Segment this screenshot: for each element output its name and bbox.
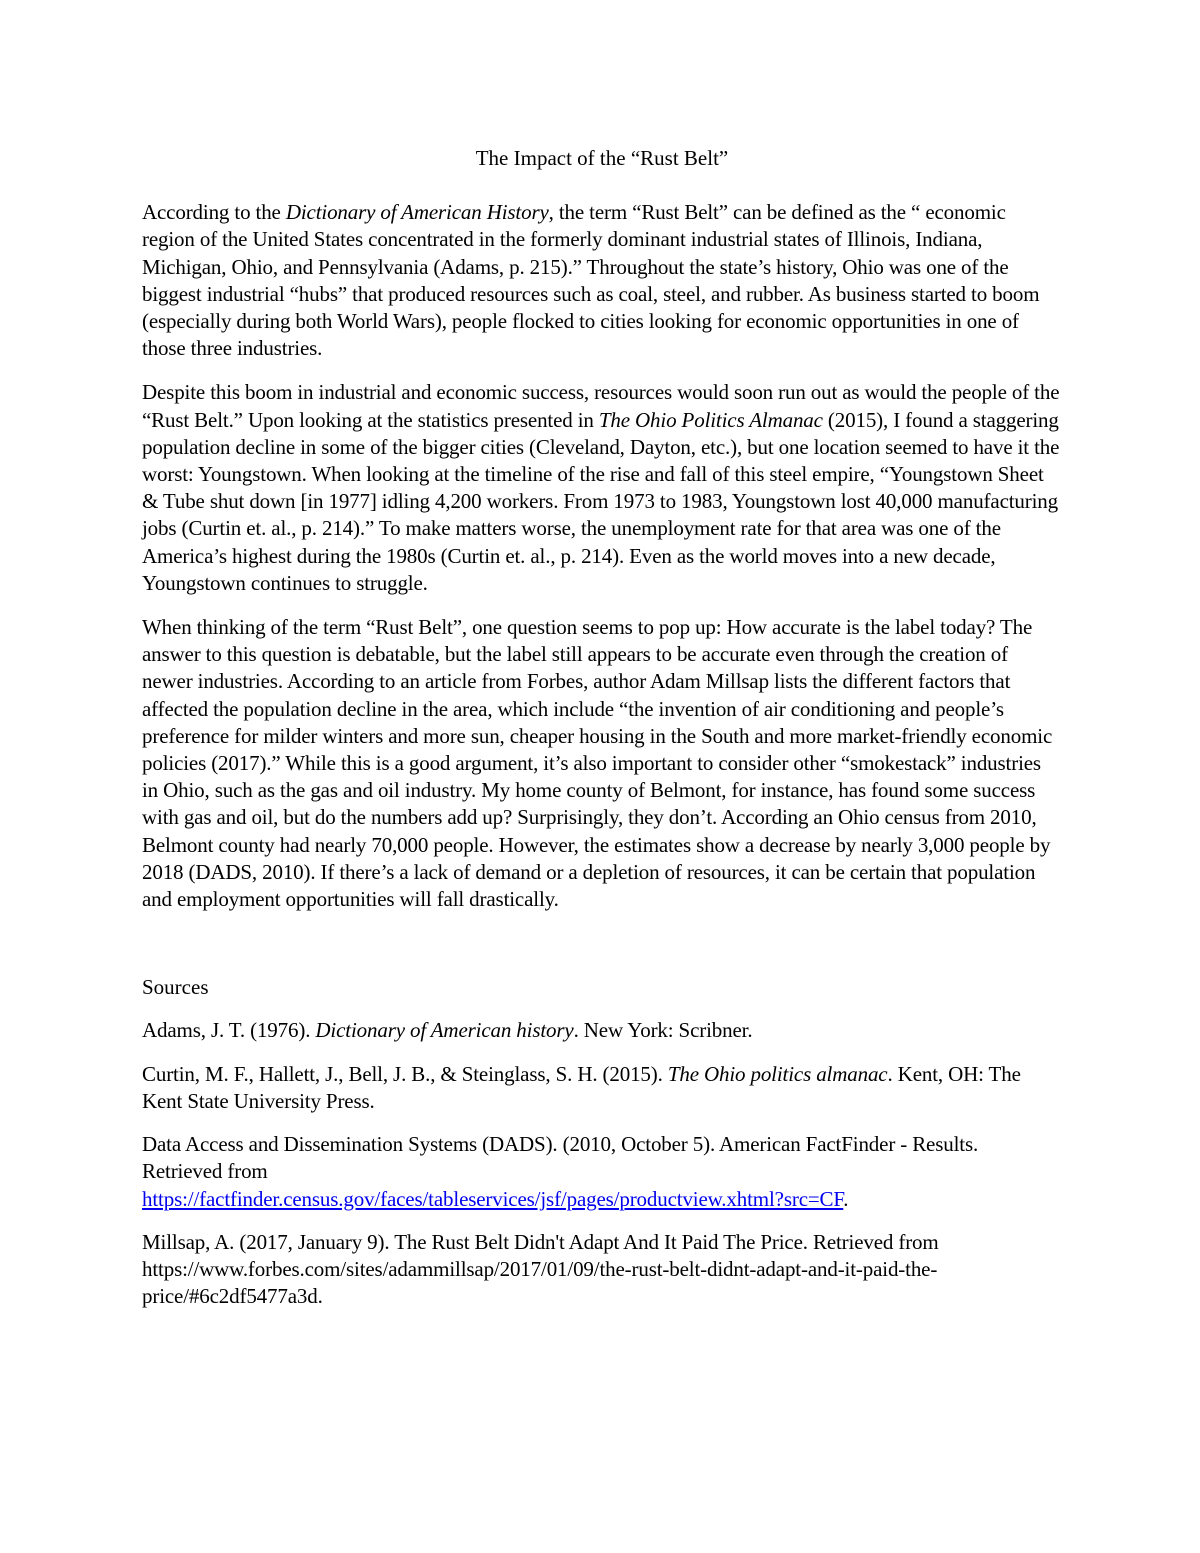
reference-adams-text-b: . New York: Scribner. xyxy=(573,1018,753,1043)
reference-dads-text-b: . xyxy=(843,1186,849,1211)
paragraph-3-text: When thinking of the term “Rust Belt”, one question seems to pop up: How accurate is the label today? The answer to this question is debatable, but the label still appears to be accurate even through the creation of newer industries. According to an article from Forbes, author Adam Millsap lists the different factors that affected the population decline in the area, which include “the invention of air conditioning and people’s preference for milder winters and more sun, cheaper housing in the South and more market-friendly economic policies (2017).” While this is a good argument, it’s also important to consider other “smokestack” industries in Ohio, such as the gas and oil industry. My home county of Belmont, for instance, has found some success with gas and oil, but do the numbers add up? Surprisingly, they don’t. According an Ohio census from 2010, Belmont county had nearly 70,000 people. However, the estimates show a decrease by nearly 3,000 people by 2018 (DADS, 2010). If there’s a lack of demand or a depletion of resources, it can be certain that population and employment opportunities will fall drastically. xyxy=(142,615,1053,912)
reference-curtin-italic-title: The Ohio politics almanac xyxy=(667,1061,888,1086)
reference-dads-text-a: Data Access and Dissemination Systems (DADS). (2010, October 5). American FactFinder - Results. Retrieved from xyxy=(142,1132,979,1184)
sources-heading: Sources xyxy=(142,975,209,1000)
reference-curtin xyxy=(142,1061,1062,1115)
reference-millsap xyxy=(142,1229,1062,1311)
reference-adams-italic-title: Dictionary of American history xyxy=(315,1018,574,1043)
paragraph-2-text-b: (2015), I found a staggering population decline in some of the bigger cities (Cleveland, Dayton, etc.), but one location seemed to have it the worst: Youngstown. When looking at the timeline of the rise and fall of this steel empire, “Youngstown Sheet & Tube shut down [in 1977] idling 4,200 workers. From 1973 to 1983, Youngstown lost 40,000 manufacturing jobs (Curtin et. al., p. 214).” To make matters worse, the unemployment rate for that area was one of the America’s highest during the 1980s (Curtin et. al., p. 214). Even as the world moves into a new decade, Youngstown continues to struggle. xyxy=(142,407,1060,595)
reference-millsap-text: Millsap, A. (2017, January 9). The Rust Belt Didn't Adapt And It Paid The Price. Retrieved from https://www.forbes.com/sites/adammillsap/2017/01/09/the-rust-belt-didnt-adapt-and-it-paid-the-price/#6c2df5477a3d. xyxy=(142,1229,939,1309)
document-body xyxy=(142,145,1062,1326)
paragraph-2 xyxy=(142,379,1062,597)
paragraph-1 xyxy=(142,199,1062,362)
reference-adams xyxy=(142,1017,1062,1044)
reference-adams-text-a: Adams, J. T. (1976). xyxy=(142,1018,316,1043)
paragraph-3 xyxy=(142,614,1062,913)
paragraph-1-text-a: According to the xyxy=(142,200,286,225)
paragraph-1-italic-title: Dictionary of American History xyxy=(285,200,549,225)
paragraph-2-italic-title: The Ohio Politics Almanac xyxy=(598,407,823,432)
reference-dads-link[interactable]: https://factfinder.census.gov/faces/tableservices/jsf/pages/productview.xhtml?src=CF xyxy=(142,1186,844,1211)
spacer xyxy=(142,930,1062,974)
reference-curtin-text-b: . Kent, OH: The Kent State University Press. xyxy=(142,1061,1021,1113)
reference-dads xyxy=(142,1131,1062,1213)
paragraph-2-text-a: Despite this boom in industrial and economic success, resources would soon run out as would the people of the “Rust Belt.” Upon looking at the statistics presented in xyxy=(142,380,1060,432)
document-title: The Impact of the “Rust Belt” xyxy=(475,146,729,170)
paragraph-1-text-b: , the term “Rust Belt” can be defined as the “ economic region of the United States concentrated in the formerly dominant industrial states of Illinois, Indiana, Michigan, Ohio, and Pennsylvania (Adams, p. 215).” Throughout the state’s history, Ohio was one of the biggest industrial “hubs” that produced resources such as coal, steel, and rubber. As business started to boom (especially during both World Wars), people flocked to cities looking for economic opportunities in one of those three industries. xyxy=(142,200,1040,361)
reference-curtin-text-a: Curtin, M. F., Hallett, J., Bell, J. B., & Steinglass, S. H. (2015). xyxy=(142,1061,668,1086)
